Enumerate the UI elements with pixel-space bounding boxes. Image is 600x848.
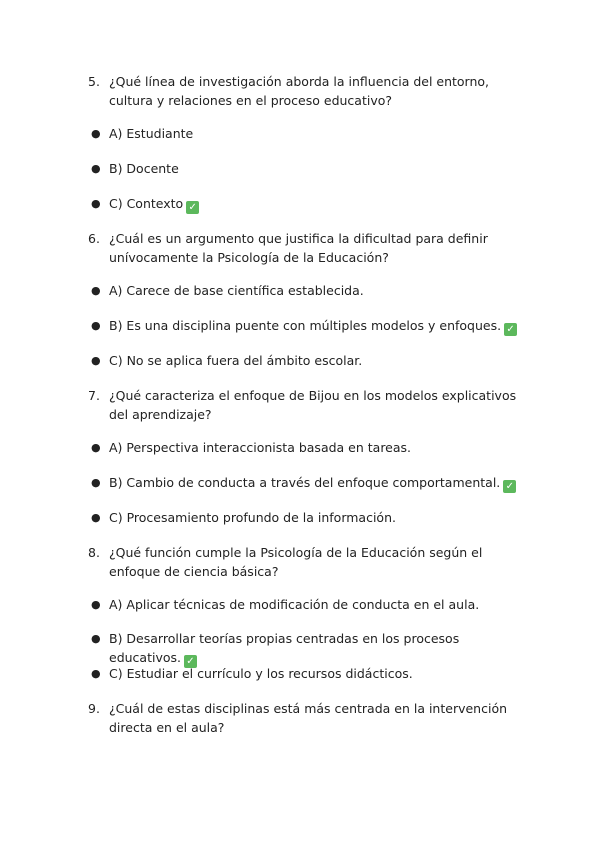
question-number: 8. [88, 545, 100, 560]
bullet-icon: ● [91, 319, 101, 332]
question-text: ¿Cuál de estas disciplinas está más centrada en la intervención directa en el aula? [109, 701, 508, 735]
question-5 [88, 72, 518, 110]
question-number: 6. [88, 231, 100, 246]
option-text: A) Aplicar técnicas de modificación de conducta en el aula. [109, 597, 480, 612]
bullet-icon: ● [91, 284, 101, 297]
question-text: ¿Cuál es un argumento que justifica la dificultad para definir unívocamente la Psicología de la Educación? [109, 231, 488, 265]
option-text: B) Cambio de conducta a través del enfoque comportamental. [109, 475, 501, 490]
question-text: ¿Qué línea de investigación aborda la influencia del entorno, cultura y relaciones en el proceso educativo? [109, 74, 490, 108]
option-text: C) Contexto [109, 196, 184, 211]
question-9 [88, 699, 518, 737]
list-item [88, 316, 518, 336]
question-7 [88, 386, 518, 424]
option-text: A) Perspectiva interaccionista basada en tareas. [109, 440, 412, 455]
list-item [88, 351, 518, 370]
bullet-icon: ● [91, 598, 101, 611]
option-text: B) Desarrollar teorías propias centradas en los procesos educativos. [109, 631, 460, 665]
option-text: B) Es una disciplina puente con múltiples modelos y enfoques. [109, 318, 502, 333]
list-item [88, 664, 518, 683]
option-text: C) Procesamiento profundo de la información. [109, 510, 396, 525]
option-text: A) Estudiante [109, 126, 194, 141]
option-text: C) Estudiar el currículo y los recursos didácticos. [109, 666, 413, 681]
question-text: ¿Qué función cumple la Psicología de la Educación según el enfoque de ciencia básica? [109, 545, 483, 579]
list-item [88, 438, 518, 457]
bullet-icon: ● [91, 632, 101, 645]
bullet-icon: ● [91, 354, 101, 367]
option-text: B) Docente [109, 161, 179, 176]
check-mark-icon: ✓ [186, 201, 199, 214]
list-item [88, 281, 518, 300]
question-text: ¿Qué caracteriza el enfoque de Bijou en los modelos explicativos del aprendizaje? [109, 388, 517, 422]
check-mark-icon: ✓ [504, 323, 517, 336]
bullet-icon: ● [91, 441, 101, 454]
list-item [88, 508, 518, 527]
bullet-icon: ● [91, 476, 101, 489]
question-6 [88, 229, 518, 267]
check-mark-icon: ✓ [503, 480, 516, 493]
question-number: 5. [88, 74, 100, 89]
list-item [88, 629, 518, 668]
list-item [88, 159, 518, 178]
option-text: A) Carece de base científica establecida. [109, 283, 364, 298]
bullet-icon: ● [91, 511, 101, 524]
bullet-icon: ● [91, 197, 101, 210]
list-item [88, 595, 518, 614]
question-number: 7. [88, 388, 100, 403]
bullet-icon: ● [91, 162, 101, 175]
question-8 [88, 543, 518, 581]
list-item [88, 194, 518, 214]
bullet-icon: ● [91, 127, 101, 140]
bullet-icon: ● [91, 667, 101, 680]
list-item [88, 124, 518, 143]
check-mark-icon: ✓ [184, 655, 197, 668]
question-number: 9. [88, 701, 100, 716]
option-text: C) No se aplica fuera del ámbito escolar. [109, 353, 363, 368]
list-item [88, 473, 518, 493]
